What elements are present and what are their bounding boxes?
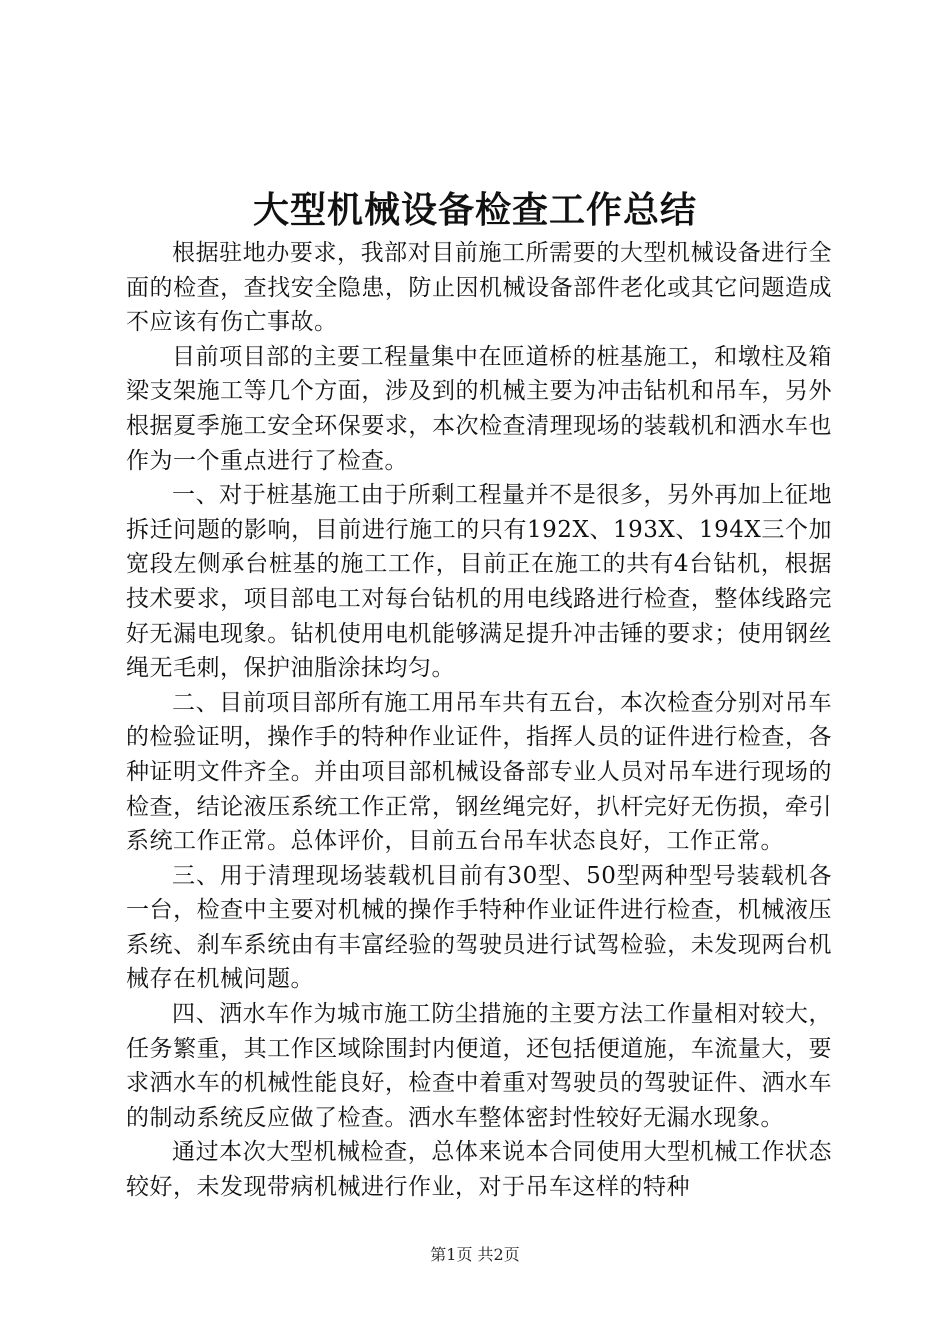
paragraph-cranes: 二、目前项目部所有施工用吊车共有五台，本次检查分别对吊车的检验证明，操作手的特种作业证件，指挥人员的证件进行检查，各种证明文件齐全。并由项目部机械设备部专业人员对吊车进行现场的检查，结论液压系统工作正常，钢丝绳完好，扒杆完好无伤损，牵引系统工作正常。总体评价，目前五台吊车状态良好，工作正常。 bbox=[126, 689, 832, 855]
paragraph-loaders: 三、用于清理现场装载机目前有30型、50型两种型号装载机各一台，检查中主要对机械的操作手特种作业证件进行检查，机械液压系统、刹车系统由有丰富经验的驾驶员进行试驾检验，未发现两台机械存在机械问题。 bbox=[126, 862, 832, 993]
page-number-footer: 第1页 共2页 bbox=[430, 1245, 520, 1264]
document-title: 大型机械设备检查工作总结 bbox=[252, 189, 697, 231]
paragraph-water-trucks: 四、洒水车作为城市施工防尘措施的主要方法工作量相对较大，任务繁重，其工作区域除围封内便道，还包括便道施，车流量大，要求洒水车的机械性能良好，检查中着重对驾驶员的驾驶证件、洒水车的制动系统反应做了检查。洒水车整体密封性较好无漏水现象。 bbox=[126, 1001, 832, 1131]
paragraph-conclusion: 通过本次大型机械检查，总体来说本合同使用大型机械工作状态较好，未发现带病机械进行作业，对于吊车这样的特种 bbox=[126, 1139, 832, 1201]
paragraph-overview: 目前项目部的主要工程量集中在匝道桥的桩基施工，和墩柱及箱梁支架施工等几个方面，涉及到的机械主要为冲击钻机和吊车，另外根据夏季施工安全环保要求，本次检查清理现场的装载机和洒水车也作为一个重点进行了检查。 bbox=[126, 343, 832, 474]
document-body bbox=[126, 236, 832, 1205]
paragraph-pile-foundation: 一、对于桩基施工由于所剩工程量并不是很多，另外再加上征地拆迁问题的影响，目前进行施工的只有192X、193X、194X三个加宽段左侧承台桩基的施工工作，目前正在施工的共有4台钻机，根据技术要求，项目部电工对每台钻机的用电线路进行检查，整体线路完好无漏电现象。钻机使用电机能够满足提升冲击锤的要求；使用钢丝绳无毛刺，保护油脂涂抹均匀。 bbox=[126, 482, 832, 682]
paragraph-intro: 根据驻地办要求，我部对目前施工所需要的大型机械设备进行全面的检查，查找安全隐患，防止因机械设备部件老化或其它问题造成不应该有伤亡事故。 bbox=[126, 240, 832, 336]
